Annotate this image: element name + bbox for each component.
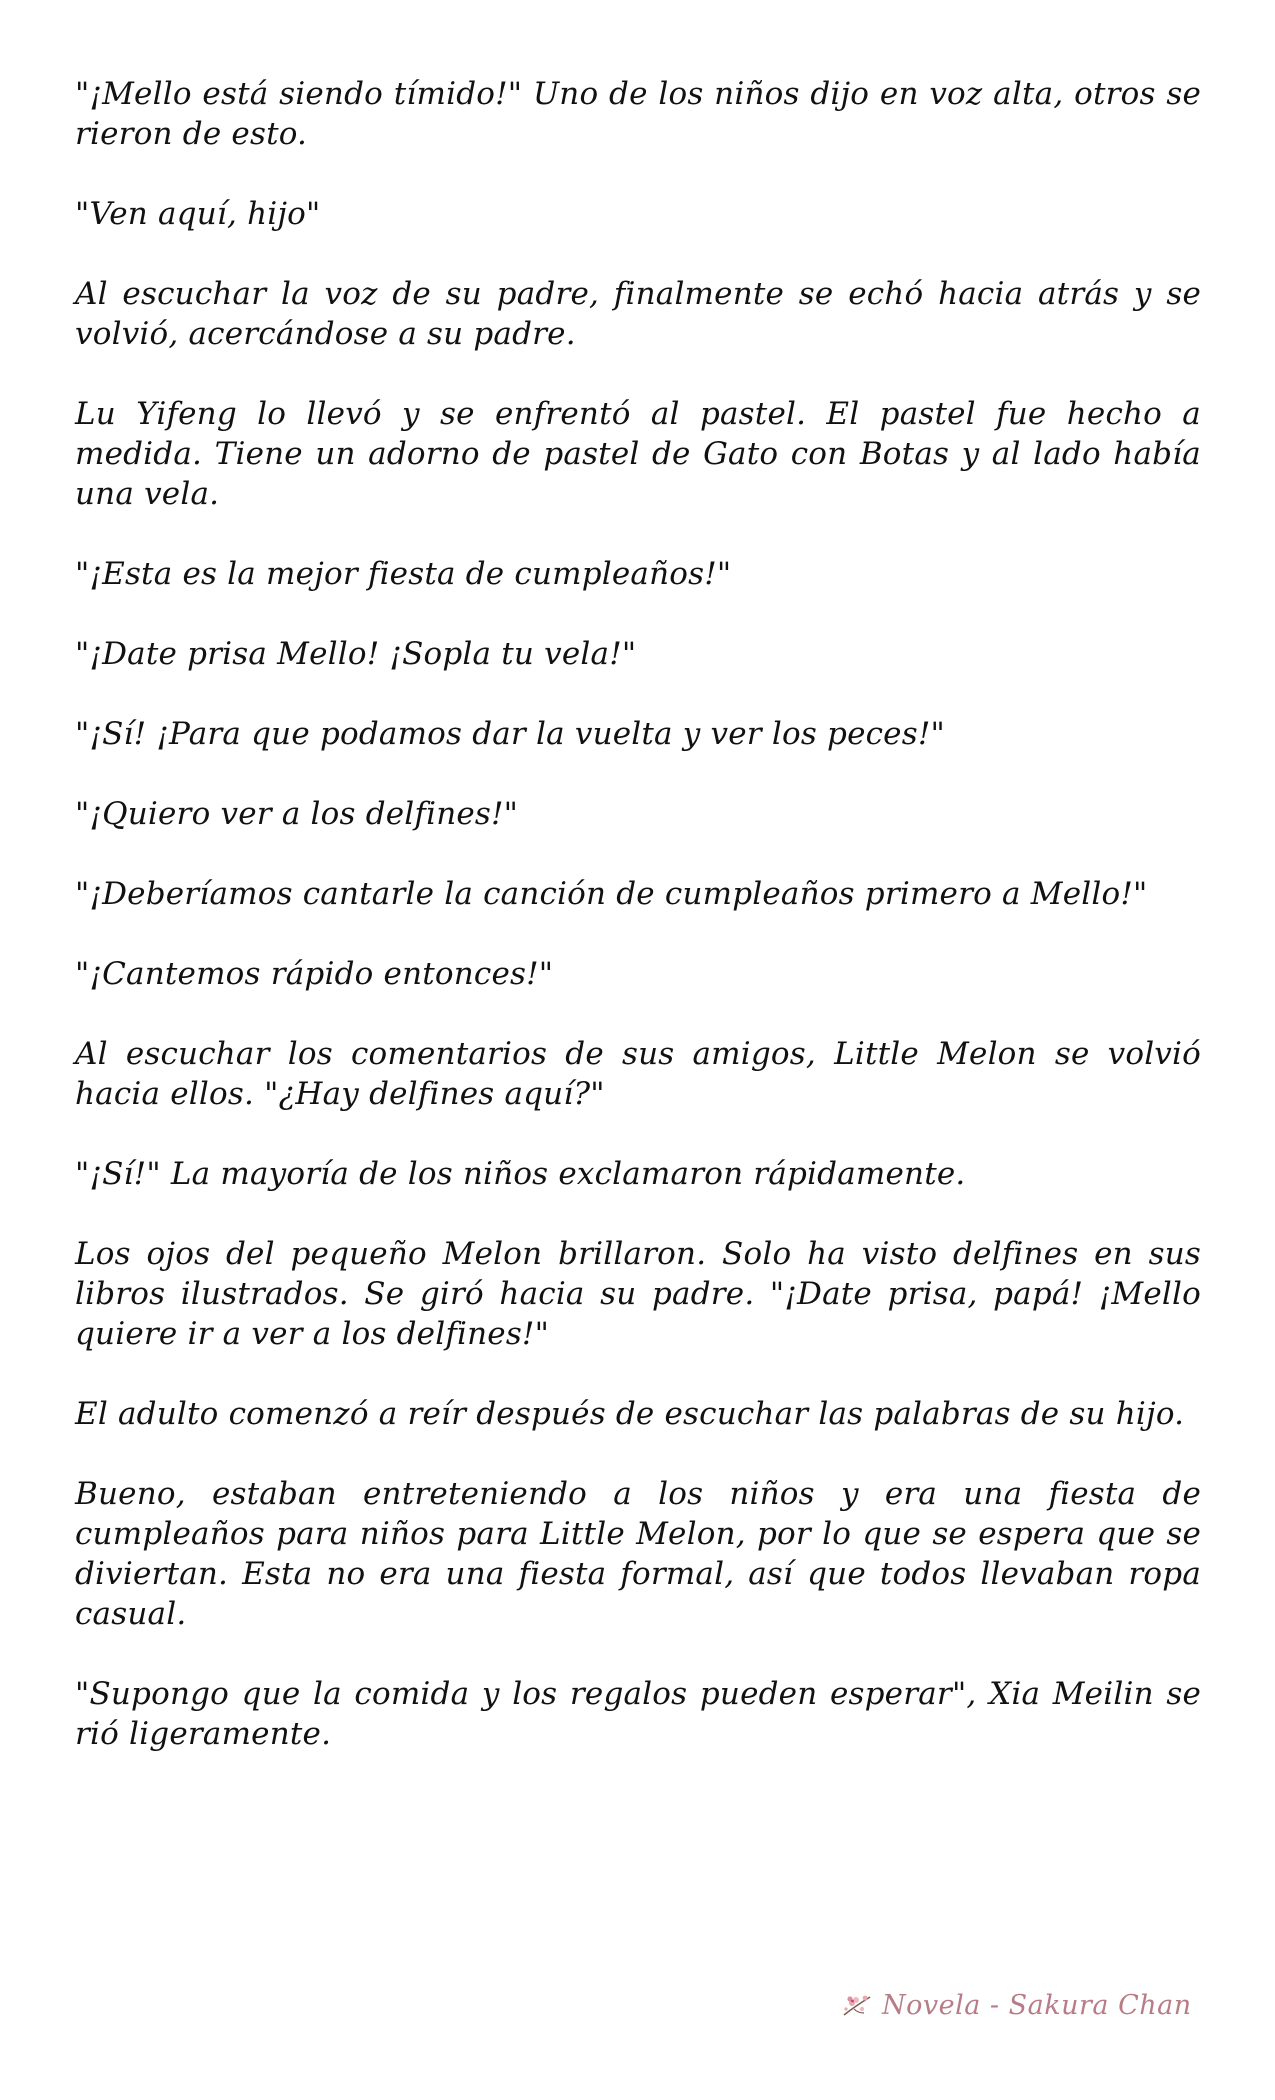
- paragraph: "¡Date prisa Mello! ¡Sopla tu vela!": [75, 636, 637, 672]
- paragraph: El adulto comenzó a reír después de escuchar las palabras de su hijo.: [75, 1396, 1185, 1432]
- document-body: [75, 74, 1201, 1794]
- paragraph: Bueno, estaban entreteniendo a los niños y era una fiesta de cumpleaños para niños para Little Melon, por lo que se espera que se diviertan. Esta no era una fiesta formal, así que todos llevaban ropa casual.: [75, 1476, 1201, 1632]
- paragraph: Al escuchar los comentarios de sus amigos, Little Melon se volvió hacia ellos. "¿Hay delfines aquí?": [75, 1036, 1201, 1112]
- paragraph: "¡Deberíamos cantarle la canción de cumpleaños primero a Mello!": [75, 876, 1148, 912]
- paragraph: Al escuchar la voz de su padre, finalmente se echó hacia atrás y se volvió, acercándose a su padre.: [75, 276, 1201, 352]
- paragraph: "¡Cantemos rápido entonces!": [75, 956, 554, 992]
- paragraph: Lu Yifeng lo llevó y se enfrentó al pastel. El pastel fue hecho a medida. Tiene un adorno de pastel de Gato con Botas y al lado había una vela.: [75, 396, 1201, 512]
- paragraph: "¡Sí!" La mayoría de los niños exclamaron rápidamente.: [75, 1156, 966, 1192]
- paragraph: "¡Sí! ¡Para que podamos dar la vuelta y ver los peces!": [75, 716, 945, 752]
- paragraph: "¡Esta es la mejor fiesta de cumpleaños!": [75, 556, 732, 592]
- paragraph: Los ojos del pequeño Melon brillaron. Solo ha visto delfines en sus libros ilustrados. Se giró hacia su padre. "¡Date prisa, papá! ¡Mello quiere ir a ver a los delfines!": [75, 1236, 1201, 1352]
- paragraph: "¡Quiero ver a los delfines!": [75, 796, 519, 832]
- paragraph: "Ven aquí, hijo": [75, 196, 321, 232]
- cherry-blossom-icon: [840, 1991, 874, 2021]
- brand-label: Novela - Sakura Chan: [882, 1990, 1192, 2021]
- paragraph: "¡Mello está siendo tímido!" Uno de los niños dijo en voz alta, otros se rieron de esto.: [75, 76, 1201, 152]
- paragraph: "Supongo que la comida y los regalos pueden esperar", Xia Meilin se rió ligeramente.: [75, 1676, 1201, 1752]
- footer-watermark: [840, 1990, 1192, 2021]
